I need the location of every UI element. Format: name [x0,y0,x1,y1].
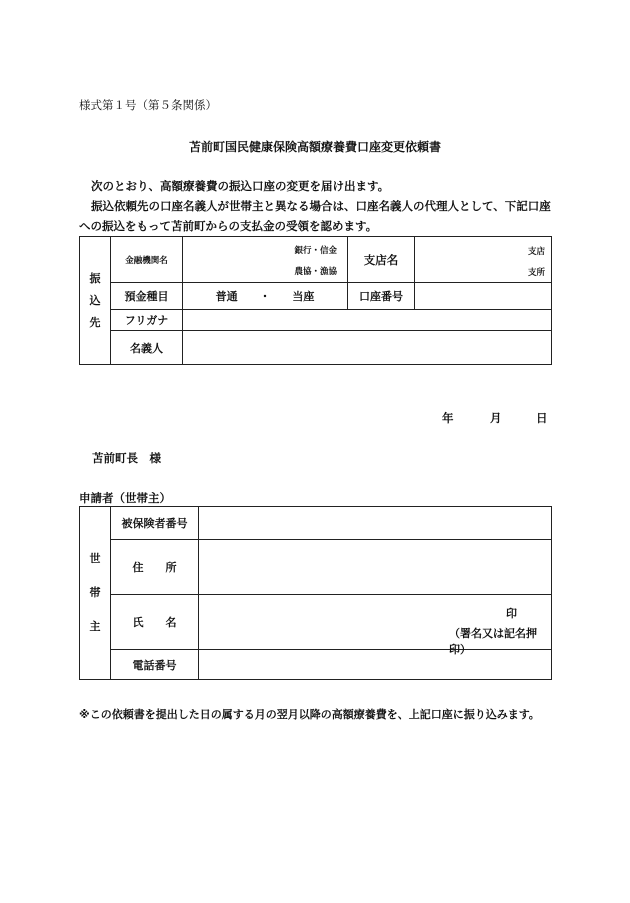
branch-name-field[interactable] [415,237,552,283]
branch-name-label: 支店名 [348,237,415,283]
addressee: 苫前町長 様 [92,451,161,465]
intro-line-2: 振込依頼先の口座名義人が世帯主と異なる場合は、口座名義人の代理人として、下記口座への振込をもって苫前町からの支払金の受領を認めます。 [79,199,551,233]
phone-label: 電話番号 [111,650,199,680]
account-holder-field[interactable] [183,331,552,365]
insured-number-label: 被保険者番号 [111,507,199,540]
bank-suffix-2: 農協・漁協 [294,267,337,277]
deposit-type-separator: ・ [259,290,271,303]
name-field[interactable] [199,595,552,656]
furigana-label: フリガナ [111,310,183,331]
insured-number-field[interactable] [199,507,552,540]
bank-name-field[interactable] [183,237,348,283]
household-head-table [79,506,552,680]
transfer-destination-table [79,236,552,365]
deposit-type-current[interactable]: 当座 [292,290,315,303]
intro-text [79,176,553,236]
date-month: 月 [490,411,502,425]
account-holder-label: 名義人 [111,331,183,365]
deposit-type-field[interactable] [183,283,348,310]
signature-note: （署名又は記名押印） [449,627,537,656]
deposit-type-ordinary[interactable]: 普通 [215,290,238,303]
seal-mark: 印 [506,607,517,620]
branch-suffix-2: 支所 [527,268,545,278]
address-label: 住 所 [111,540,199,595]
form-number: 様式第１号（第５条関係） [79,98,217,112]
footnote: ※この依頼書を提出した日の属する月の翌月以降の高額療養費を、上記口座に振り込みます。 [79,708,540,721]
transfer-section-label [80,237,111,365]
deposit-type-label: 預金種目 [111,283,183,310]
section-char: 振 [89,271,101,285]
account-number-field[interactable] [415,283,552,310]
applicant-label: 申請者（世帯主） [79,491,171,505]
section-char: 世 [89,552,101,565]
section-char: 先 [89,315,101,329]
section-char: 帯 [89,586,101,599]
intro-line-1: 次のとおり、高額療養費の振込口座の変更を届け出ます。 [91,179,390,193]
branch-suffix-1: 支店 [527,247,545,257]
date-day: 日 [536,411,548,425]
document-title: 苫前町国民健康保険高額療養費口座変更依頼書 [188,140,441,154]
section-char: 込 [89,293,101,307]
bank-name-label: 金融機関名 [111,237,183,283]
address-field[interactable] [199,540,552,595]
bank-suffix-1: 銀行・信金 [294,246,337,256]
name-label: 氏 名 [111,595,199,650]
furigana-field[interactable] [183,310,552,331]
household-section-label [80,507,111,680]
account-number-label: 口座番号 [348,283,415,310]
section-char: 主 [89,620,101,633]
date-year: 年 [442,411,454,425]
